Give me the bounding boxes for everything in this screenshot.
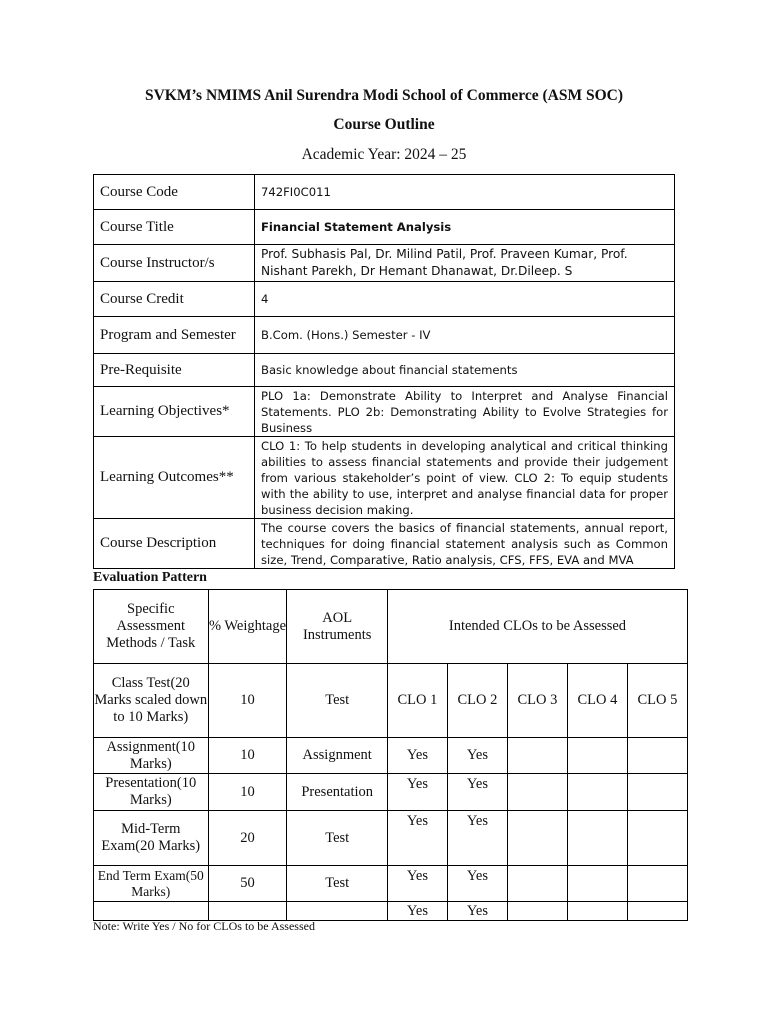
clo3-header: CLO 3: [507, 664, 567, 738]
weight-cell: 10: [208, 664, 287, 738]
row-program: [94, 317, 675, 354]
method-cell: End Term Exam(50 Marks): [94, 866, 209, 902]
aol-cell: Test: [287, 664, 387, 738]
row-instructors: [94, 245, 675, 282]
label-description: Course Description: [94, 519, 255, 569]
clo5-cell: [627, 811, 687, 866]
eval-row-total: [94, 902, 688, 921]
clo5-cell: [627, 774, 687, 811]
evaluation-pattern-title: Evaluation Pattern: [93, 570, 207, 585]
row-course-code: [94, 175, 675, 210]
clo2-cell: Yes: [447, 811, 507, 866]
clo1-cell: Yes: [387, 774, 447, 811]
clo2-cell: Yes: [447, 866, 507, 902]
eval-row-mid-term: [94, 811, 688, 866]
header-clos: Intended CLOs to be Assessed: [387, 590, 687, 664]
value-description: The course covers the basics of financial statements, annual report, techniques for doing financial statement analysis such as Common size, Trend, Comparative, Ratio analysis, CFS, FFS, EVA and MVA: [255, 519, 675, 569]
clo1-header: CLO 1: [387, 664, 447, 738]
row-description: [94, 519, 675, 569]
aol-cell: [287, 902, 387, 921]
weight-cell: [208, 902, 287, 921]
value-prereq: Basic knowledge about financial statements: [255, 354, 675, 387]
clo4-cell: [567, 902, 627, 921]
method-cell: Presentation(10 Marks): [94, 774, 209, 811]
clo2-cell: Yes: [447, 902, 507, 921]
clo4-header: CLO 4: [567, 664, 627, 738]
value-outcomes: CLO 1: To help students in developing analytical and critical thinking abilities to assess financial statements and provide their judgement from various stakeholder’s point of view. CLO 2: To equip students with the ability to use, interpret and analyse financial data for proper business decision making.: [255, 437, 675, 519]
value-objectives: PLO 1a: Demonstrate Ability to Interpret and Analyse Financial Statements. PLO 2b: Demonstrating Ability to Evolve Strategies for Business: [255, 387, 675, 437]
header-methods: Specific Assessment Methods / Task: [94, 590, 209, 664]
method-cell: Assignment(10 Marks): [94, 738, 209, 774]
value-instructors: Prof. Subhasis Pal, Dr. Milind Patil, Prof. Praveen Kumar, Prof. Nishant Parekh, Dr Hemant Dhanawat, Dr.Dileep. S: [255, 245, 675, 282]
clo4-cell: [567, 811, 627, 866]
document-title: Course Outline: [333, 116, 435, 133]
clo2-cell: Yes: [447, 774, 507, 811]
clo4-cell: [567, 774, 627, 811]
clo1-cell: Yes: [387, 902, 447, 921]
label-course-title: Course Title: [94, 210, 255, 245]
label-objectives: Learning Objectives*: [94, 387, 255, 437]
eval-row-assignment: [94, 738, 688, 774]
value-course-code: 742FI0C011: [255, 175, 675, 210]
clo3-cell: [507, 811, 567, 866]
header-aol: AOL Instruments: [287, 590, 387, 664]
institution-title: SVKM’s NMIMS Anil Surendra Modi School of Commerce (ASM SOC): [144, 87, 624, 104]
eval-row-end-term: [94, 866, 688, 902]
aol-cell: Test: [287, 811, 387, 866]
clo2-cell: Yes: [447, 738, 507, 774]
clo5-header: CLO 5: [627, 664, 687, 738]
clo4-cell: [567, 866, 627, 902]
eval-row-presentation: [94, 774, 688, 811]
value-program: B.Com. (Hons.) Semester - IV: [255, 317, 675, 354]
clo5-cell: [627, 738, 687, 774]
row-course-title: [94, 210, 675, 245]
clo3-cell: [507, 866, 567, 902]
evaluation-table: [93, 589, 688, 921]
eval-header-row: [94, 590, 688, 664]
clo1-cell: Yes: [387, 811, 447, 866]
label-instructors: Course Instructor/s: [94, 245, 255, 282]
method-cell: Class Test(20 Marks scaled down to 10 Marks): [94, 664, 209, 738]
clo4-cell: [567, 738, 627, 774]
row-prereq: [94, 354, 675, 387]
academic-year: Academic Year: 2024 – 25: [301, 146, 467, 163]
clo1-cell: Yes: [387, 866, 447, 902]
weight-cell: 10: [208, 774, 287, 811]
method-cell: [94, 902, 209, 921]
clo2-header: CLO 2: [447, 664, 507, 738]
method-cell: Mid-Term Exam(20 Marks): [94, 811, 209, 866]
row-objectives: [94, 387, 675, 437]
value-credit: 4: [255, 282, 675, 317]
value-course-title: Financial Statement Analysis: [255, 210, 675, 245]
aol-cell: Assignment: [287, 738, 387, 774]
eval-row-class-test: [94, 664, 688, 738]
label-prereq: Pre-Requisite: [94, 354, 255, 387]
evaluation-note: Note: Write Yes / No for CLOs to be Assessed: [93, 919, 315, 933]
aol-cell: Test: [287, 866, 387, 902]
clo1-cell: Yes: [387, 738, 447, 774]
label-outcomes: Learning Outcomes**: [94, 437, 255, 519]
aol-cell: Presentation: [287, 774, 387, 811]
label-program: Program and Semester: [94, 317, 255, 354]
clo3-cell: [507, 902, 567, 921]
label-credit: Course Credit: [94, 282, 255, 317]
clo3-cell: [507, 738, 567, 774]
weight-cell: 20: [208, 811, 287, 866]
label-course-code: Course Code: [94, 175, 255, 210]
clo5-cell: [627, 902, 687, 921]
row-credit: [94, 282, 675, 317]
header-weightage: % Weightage: [208, 590, 287, 664]
clo3-cell: [507, 774, 567, 811]
row-outcomes: [94, 437, 675, 519]
weight-cell: 50: [208, 866, 287, 902]
clo5-cell: [627, 866, 687, 902]
course-info-table: [93, 174, 675, 569]
weight-cell: 10: [208, 738, 287, 774]
